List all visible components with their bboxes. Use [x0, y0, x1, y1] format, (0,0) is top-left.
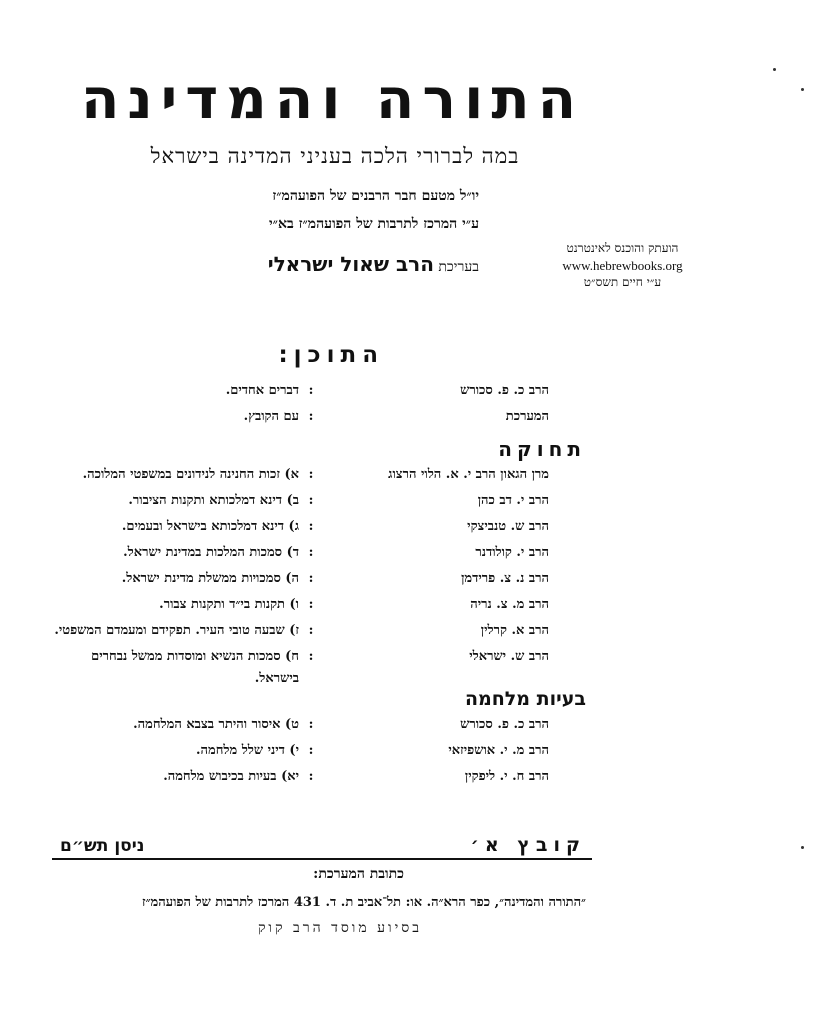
toc-separator: :: [308, 597, 314, 612]
publisher-line-2: ע״י המרכז לתרבות של הפועהמ״ז בא״י: [268, 216, 479, 232]
toc-topic: ז) שבעה טובי העיר. תפקידם ומעמדם המשפטי.: [54, 623, 299, 638]
toc-topic: ט) איסור והיתר בצבא המלחמה.: [133, 717, 299, 732]
toc-separator: :: [308, 493, 314, 508]
journal-subtitle: במה לברורי הלכה בעניני המדינה בישראל: [150, 144, 520, 168]
toc-author: הרב כ. פ. סכורש: [460, 383, 549, 398]
toc-entry: [9, 618, 549, 643]
toc-separator: :: [308, 383, 314, 398]
toc-separator: :: [308, 571, 314, 586]
toc-separator: :: [308, 769, 314, 784]
toc-entry: [9, 644, 549, 692]
toc-topic: יא) בעיות בכיבוש מלחמה.: [163, 769, 299, 784]
toc-entry: [9, 540, 549, 565]
toc-topic: ה) סמכויות ממשלת מדינת ישראל.: [121, 571, 299, 586]
toc-topic: דברים אחדים.: [225, 383, 299, 398]
stamp-url[interactable]: www.hebrewbooks.org: [562, 258, 683, 273]
toc-entry: [49, 764, 549, 789]
toc-section-2-list: [49, 712, 549, 789]
journal-title: התורה והמדינה: [80, 67, 585, 132]
editorial-address: ״התורה והמדינה״, כפר הרא״ה. או: תל־אביב ת. ד. 431 המרכז לתרבות של הפועהמ״ז: [141, 895, 586, 910]
toc-author: הרב מ. י. אושפיזאי: [448, 743, 549, 758]
stamp-line-3: ע״י חיים תשס״ט: [583, 275, 662, 289]
section-heading-war: בעיות מלחמה: [464, 688, 586, 710]
scan-speck: [773, 68, 776, 71]
publisher-line-1: יו״ל מטעם חבר הרבנים של הפועהמ״ז: [272, 188, 479, 204]
toc-separator: :: [308, 467, 314, 482]
toc-author: הרב ח. י. ליפקין: [464, 769, 549, 784]
toc-entry: [9, 592, 549, 617]
toc-intro-list: [49, 378, 549, 429]
toc-author: הרב י. דב כהן: [477, 493, 549, 508]
editor-line: [268, 252, 479, 276]
toc-separator: :: [308, 409, 314, 424]
section-heading-legislation: תחוקה: [498, 437, 586, 461]
editor-name: הרב שאול ישראלי: [267, 252, 434, 276]
toc-entry: [49, 738, 549, 763]
toc-separator: :: [308, 649, 314, 664]
toc-separator: :: [308, 545, 314, 560]
toc-topic-continued: בישראל.: [254, 671, 299, 686]
toc-entry: [9, 514, 549, 539]
support-credit: בסיוע מוסד הרב קוק: [257, 920, 422, 936]
toc-topic: ב) דינא דמלכותא ותקנות הציבור.: [128, 493, 299, 508]
toc-author: הרב י. קולודנר: [475, 545, 549, 560]
toc-separator: :: [308, 623, 314, 638]
scan-speck: [801, 846, 804, 849]
toc-topic: ו) תקנות בי״ד ותקנות צבור.: [159, 597, 299, 612]
volume-label: קובץ א׳: [470, 834, 586, 856]
toc-topic: ד) סמכות המלכות במדינת ישראל.: [123, 545, 299, 560]
toc-topic: ח) סמכות הנשיא ומוסדות ממשל נבחרים: [91, 649, 299, 664]
toc-topic: עם הקובץ.: [243, 409, 299, 424]
toc-author: הרב מ. צ. נריה: [470, 597, 549, 612]
toc-separator: :: [308, 717, 314, 732]
toc-author: הרב כ. פ. סכורש: [460, 717, 549, 732]
scan-speck: [801, 88, 804, 91]
toc-entry: [49, 404, 549, 429]
toc-author: הרב ש. טנביצקי: [467, 519, 549, 534]
toc-entry: [9, 462, 549, 487]
toc-topic: א) זכות החנינה לנידונים במשפטי המלוכה.: [82, 467, 299, 482]
toc-separator: :: [308, 743, 314, 758]
toc-author: הרב א. קרלין: [480, 623, 549, 638]
toc-section-1-list: [9, 462, 549, 692]
toc-separator: :: [308, 519, 314, 534]
editor-prefix: בעריכת: [438, 259, 479, 275]
toc-author: המערכת: [505, 409, 549, 424]
toc-topic: י) דיני שלל מלחמה.: [196, 743, 299, 758]
toc-entry: [9, 566, 549, 591]
footer-divider: [52, 858, 592, 860]
toc-heading: התוכן:: [278, 342, 384, 368]
toc-entry: [9, 488, 549, 513]
toc-entry: [49, 712, 549, 737]
issue-date: ניסן תש״ם: [60, 836, 145, 856]
toc-author: מרן הגאון הרב י. א. הלוי הרצוג: [388, 467, 549, 482]
address-label: כתובת המערכת:: [313, 866, 404, 882]
toc-author: הרב נ. צ. פרידמן: [461, 571, 549, 586]
toc-author: הרב ש. ישראלי: [469, 649, 549, 664]
toc-topic: ג) דינא דמלכותא בישראל ובעמים.: [121, 519, 299, 534]
toc-entry: [49, 378, 549, 403]
stamp-line-1: הועתק והוכנס לאינטרנט: [566, 241, 679, 255]
digitization-stamp: [545, 240, 700, 291]
